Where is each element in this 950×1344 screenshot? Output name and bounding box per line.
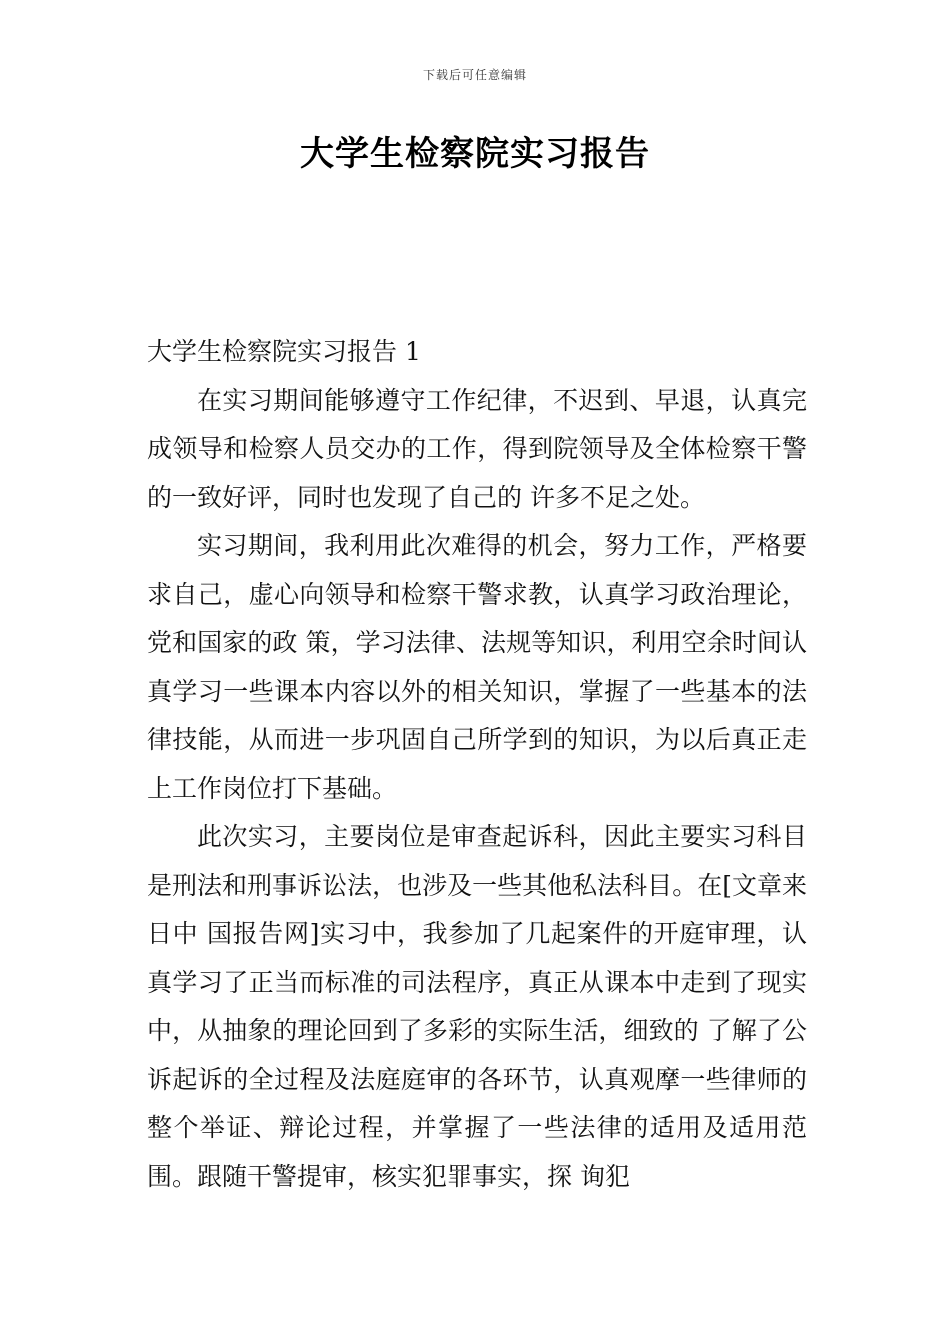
section-heading: 大学生检察院实习报告 1 (147, 337, 421, 366)
paragraph: 此次实习，主要岗位是审查起诉科，因此主要实习科目是刑法和刑事诉讼法，也涉及一些其他私法科目。在[文章来日中 国报告网]实习中，我参加了几起案件的开庭审理，认真学习了正当而标准的司法程序，真正从课本中走到了现实中，从抽象的理论回到了多彩的实际生活，细致的 了解了公诉起诉的全过程及法庭庭审的各环节，认真观摩一些律师的整个举证、辩论过程，并掌握了一些法律的适用及适用范围。跟随干警提审，核实犯罪事实，探 询犯 (147, 822, 807, 1191)
paragraph: 实习期间，我利用此次难得的机会，努力工作，严格要求自己，虚心向领导和检察干警求教，认真学习政治理论，党和国家的政 策，学习法律、法规等知识，利用空余时间认真学习一些课本内容以外的相关知识，掌握了一些基本的法律技能，从而进一步巩固自己所学到的知识，为以后真正走 上工作岗位打下基础。 (147, 531, 807, 803)
document-title: 大学生检察院实习报告 (300, 134, 650, 174)
paragraph: 在实习期间能够遵守工作纪律，不迟到、早退，认真完成领导和检察人员交办的工作，得到院领导及全体检察干警的一致好评，同时也发现了自己的 许多不足之处。 (147, 385, 807, 512)
document-body (147, 328, 807, 1201)
header-note: 下载后可任意编辑 (422, 68, 527, 82)
